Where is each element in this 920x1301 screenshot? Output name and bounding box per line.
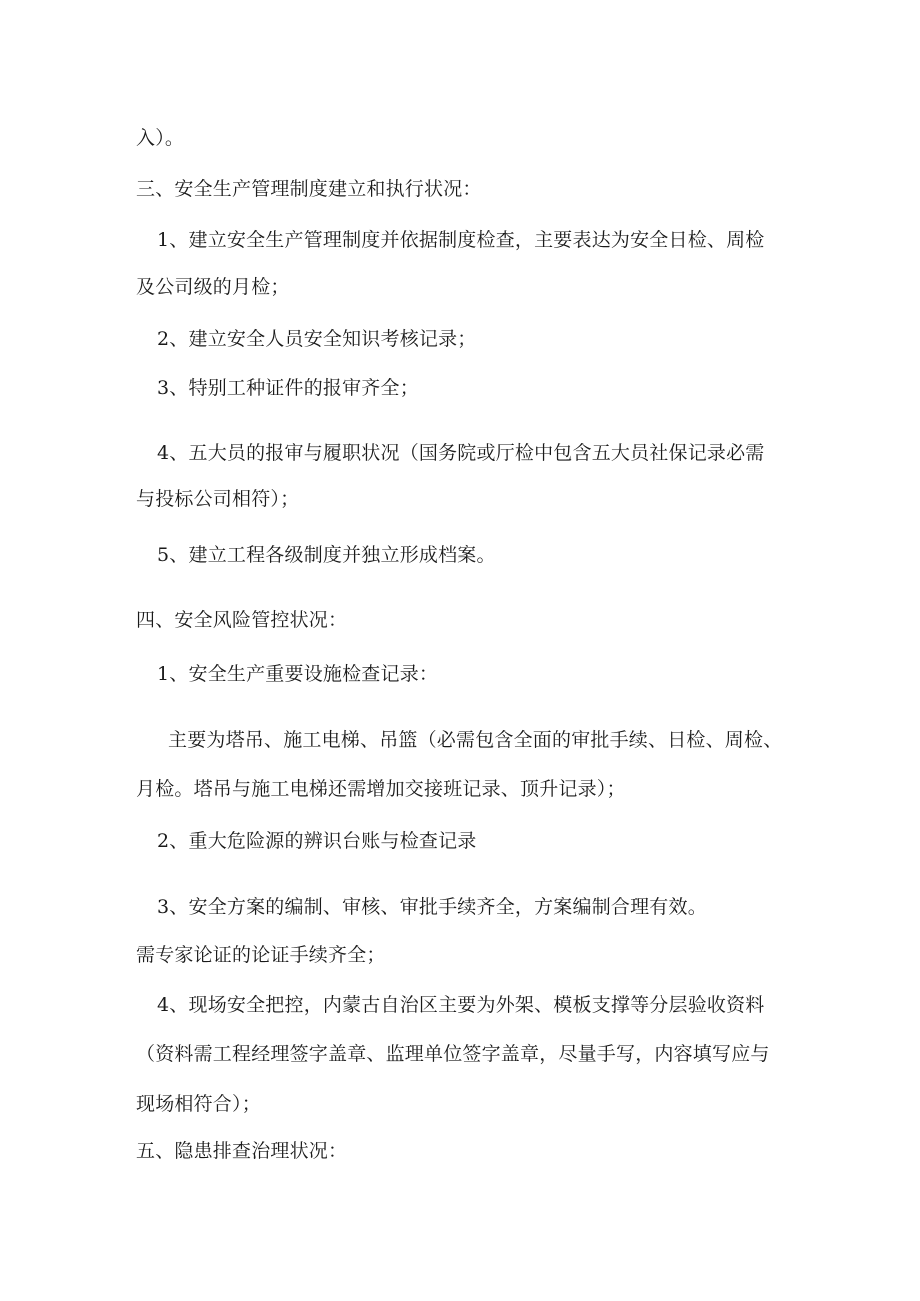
text-line: 及公司级的月检； [136, 276, 290, 298]
list-item-4-1: 1、安全生产重要设施检查记录： [157, 663, 439, 685]
section-heading-4: 四、安全风险管控状况： [136, 609, 348, 631]
list-item-3-3: 3、特别工种证件的报审齐全； [157, 377, 419, 399]
section-heading-5: 五、隐患排查治理状况： [136, 1140, 348, 1162]
text-line: 入）。 [136, 127, 185, 149]
text-line: 现场相符合）； [136, 1093, 261, 1115]
text-line: （资料需工程经理签字盖章、监理单位签字盖章，尽量手写，内容填写应与 [136, 1043, 770, 1065]
text-line: 与投标公司相符）； [136, 488, 300, 510]
text-line: 月检。塔吊与施工电梯还需增加交接班记录、顶升记录）； [136, 778, 626, 800]
list-item-4-3: 3、安全方案的编制、审核、审批手续齐全，方案编制合理有效。 [157, 896, 707, 918]
section-heading-3: 三、安全生产管理制度建立和执行状况： [136, 178, 482, 200]
list-item-3-1: 1、建立安全生产管理制度并依据制度检查，主要表达为安全日检、周检 [157, 229, 765, 251]
text-line: 主要为塔吊、施工电梯、吊篮（必需包含全面的审批手续、日检、周检、 [168, 729, 783, 751]
list-item-3-5: 5、建立工程各级制度并独立形成档案。 [157, 544, 496, 566]
list-item-3-2: 2、建立安全人员安全知识考核记录； [157, 328, 477, 350]
list-item-4-4: 4、现场安全把控，内蒙古自治区主要为外架、模板支撑等分层验收资料 [157, 994, 765, 1016]
list-item-4-2: 2、重大危险源的辨识台账与检查记录 [157, 830, 477, 852]
list-item-3-4: 4、五大员的报审与履职状况（国务院或厅检中包含五大员社保记录必需 [157, 442, 765, 464]
text-line: 需专家论证的论证手续齐全； [136, 944, 386, 966]
